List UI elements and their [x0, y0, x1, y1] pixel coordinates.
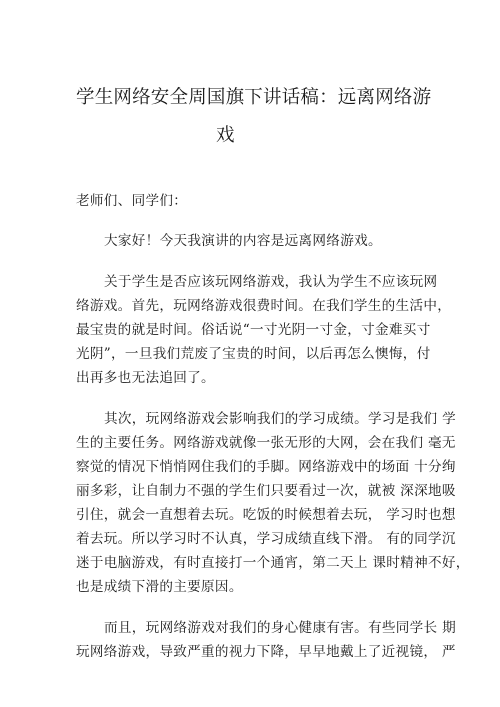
document-title-line1: 学生网络安全周国旗下讲话稿：远离网络游 — [76, 87, 432, 108]
document-title-line2: 戏 — [216, 125, 235, 146]
paragraph-line: 迷于电脑游戏，有时直接打一个通宵，第二天上 课时精神不好， — [76, 555, 470, 571]
paragraph-line: 关于学生是否应该玩网络游戏，我认为学生不应该玩网 — [104, 274, 438, 290]
paragraph-line: 最宝贵的就是时间。俗话说“一寸光阴一寸金，寸金难买寸 — [76, 322, 431, 338]
paragraph-line: 着去玩。所以学习时不认真，学习成绩直线下滑。 有的同学沉 — [76, 531, 456, 547]
paragraph-line: 生的主要任务。网络游戏就像一张无形的大网，会在我们 毫无 — [76, 435, 456, 451]
paragraph-line: 大家好！今天我演讲的内容是远离网络游戏。 — [104, 233, 382, 249]
paragraph-line: 络游戏。首先，玩网络游戏很费时间。在我们学生的生活中， — [76, 298, 452, 314]
paragraph-line: 光阴”，一旦我们荒废了宝贵的时间，以后再怎么懊悔，付 — [76, 346, 431, 362]
paragraph-line: 出再多也无法追回了。 — [76, 370, 215, 386]
greeting: 老师们、同学们： — [76, 193, 188, 209]
paragraph-line: 引住，就会一直想着去玩。吃饭的时候想着去玩， 学习时也想 — [76, 507, 456, 523]
paragraph-line: 也是成绩下滑的主要原因。 — [76, 579, 243, 595]
paragraph-line: 其次，玩网络游戏会影响我们的学习成绩。学习是我们 学 — [104, 411, 456, 427]
paragraph-line: 察觉的情况下悄悄网住我们的手脚。网络游戏中的场面 十分绚 — [76, 459, 456, 475]
paragraph-line: 玩网络游戏，导致严重的视力下降，早早地戴上了近视镜， 严 — [76, 644, 456, 660]
paragraph-line: 丽多彩，让自制力不强的学生们只要看过一次，就被 深深地吸 — [76, 483, 456, 499]
paragraph-line: 而且，玩网络游戏对我们的身心健康有害。有些同学长 期 — [104, 620, 456, 636]
